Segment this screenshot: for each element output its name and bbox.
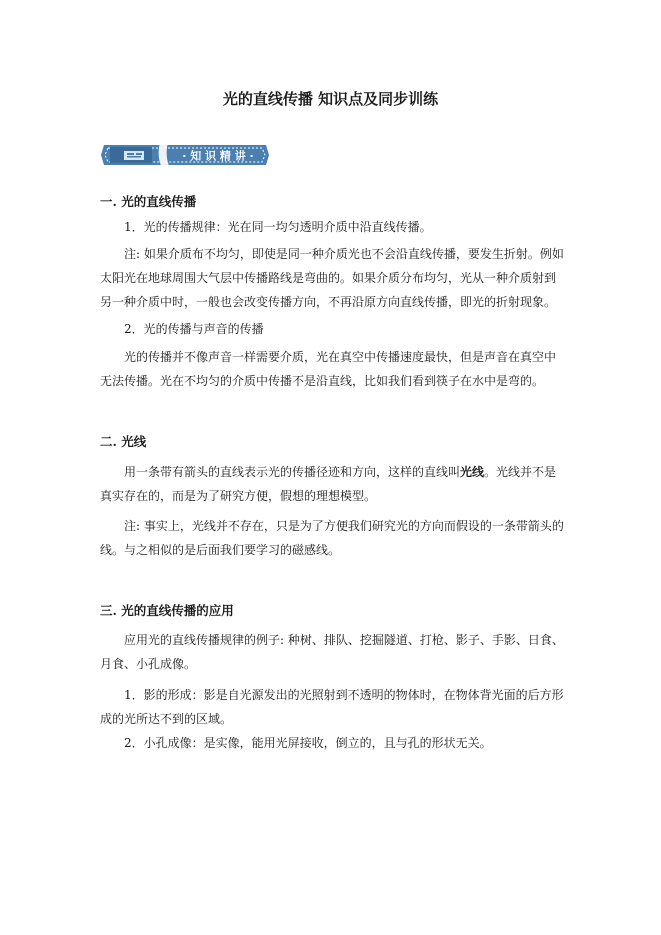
paragraph: 1．影的形成：影是自光源发出的光照射到不透明的物体时，在物体背光面的后方形成的光所达不到的区域。 [100, 688, 564, 726]
paragraph: 用一条带有箭头的直线表示光的传播径迹和方向，这样的直线叫光线。光线并不是真实存在的，而是为了研究方便，假想的理想模型。 [100, 465, 557, 503]
section-heading-1: 一. 光的直线传播 [100, 194, 197, 209]
section-heading-2: 二. 光线 [100, 434, 147, 449]
book-icon [124, 151, 144, 160]
paragraph: 2．小孔成像：是实像，能用光屏接收，倒立的，且与孔的形状无关。 [124, 736, 492, 750]
banner-label: · 知 识 精 讲 · [182, 149, 254, 163]
bold-term: 光线 [460, 465, 485, 479]
paragraph: 应用光的直线传播规律的例子: 种树、排队、挖掘隧道、打枪、影子、手影、日食、月食、小孔成像。 [100, 633, 564, 671]
paragraph: 注: 如果介质布不均匀，即使是同一种介质光也不会沿直线传播，要发生折射。例如太阳光在地球周围大气层中传播路线是弯曲的。如果介质分布均匀，光从一种介质射到另一种介质中时，一般也会改变传播方向，不再沿原方向直线传播，即光的折射现象。 [100, 247, 564, 309]
paragraph: 注: 事实上，光线并不存在，只是为了方便我们研究光的方向而假设的一条带箭头的线。与之相似的是后面我们要学习的磁感线。 [100, 519, 564, 557]
knowledge-banner [100, 141, 270, 169]
paragraph: 光的传播并不像声音一样需要介质，光在真空中传播速度最快，但是声音在真空中无法传播。光在不均匀的介质中传播不是沿直线，比如我们看到筷子在水中是弯的。 [100, 350, 557, 388]
paragraph: 1．光的传播规律：光在同一均匀透明介质中沿直线传播。 [124, 220, 432, 234]
page-title: 光的直线传播 知识点及同步训练 [222, 90, 439, 108]
paragraph: 2．光的传播与声音的传播 [124, 322, 264, 336]
section-heading-3: 三. 光的直线传播的应用 [100, 603, 234, 618]
